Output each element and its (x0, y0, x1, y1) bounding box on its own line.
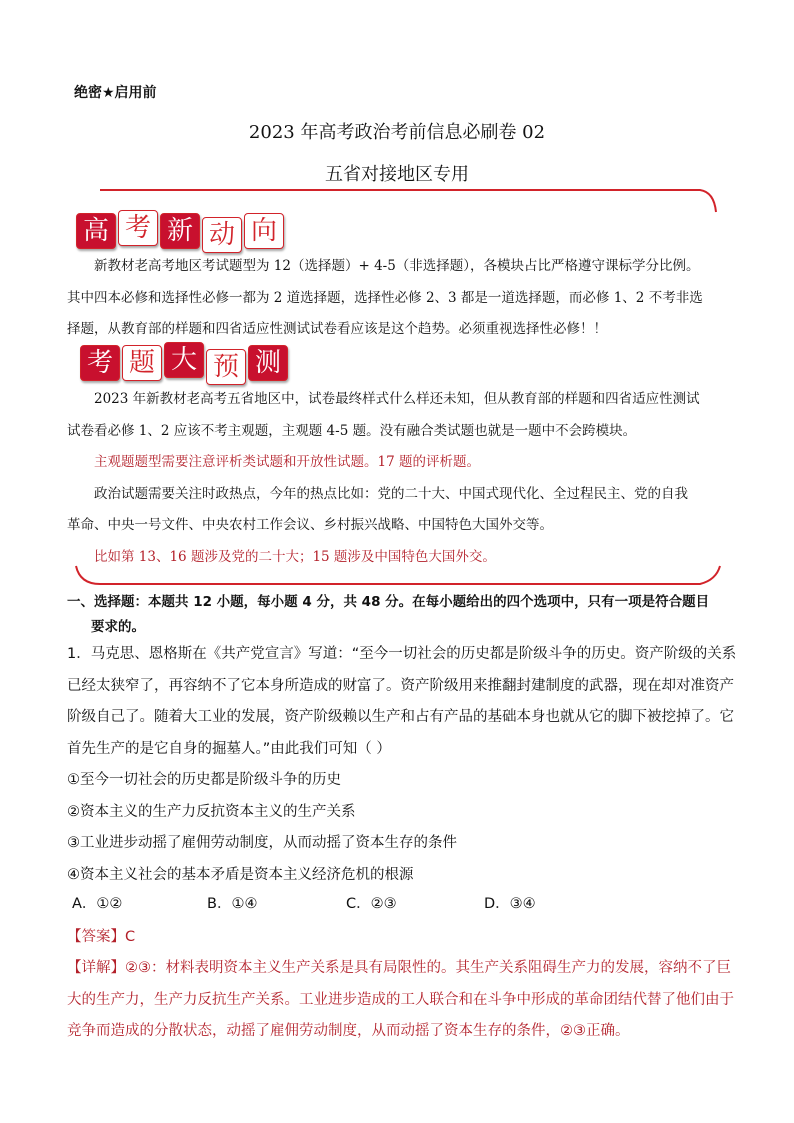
forecast-paragraph (67, 384, 727, 573)
highlight-line: 主观题题型需要注意评析类试题和开放性试题。17 题的评析题。 (94, 454, 480, 470)
option-d: D．③④ (484, 896, 536, 912)
text-line: 一、选择题：本题共 12 小题，每小题 4 分，共 48 分。在每小题给出的四个选项中，只有一项是符合题目 (67, 594, 710, 610)
banner-char: 考 (80, 345, 120, 381)
text-line: 竞争而造成的分散状态，动摇了雇佣劳动制度，从而动摇了资本生存的条件，②③正确。 (67, 1023, 630, 1039)
answer-label: 【答案】C (67, 929, 136, 945)
banner-char: 预 (206, 349, 246, 385)
banner-new-trends (76, 213, 284, 251)
banner-char: 高 (76, 213, 116, 249)
text-line: 试卷看必修 1、2 应该不考主观题，主观题 4-5 题。没有融合类试题也就是一题中不会跨模块。 (67, 422, 637, 439)
text-line: 阶级自己了。随着大工业的发展，资产阶级赖以生产和占有产品的基础本身也就从它的脚下被挖掉了。它 (67, 709, 734, 725)
text-line: 大的生产力，生产力反抗生产关系。工业进步造成的工人联合和在斗争中形成的革命团结代替了他们由于 (67, 991, 734, 1008)
text-line: 新教材老高考地区考试题型为 12（选择题）+ 4-5（非选择题），各模块占比严格遵守课标学分比例。 (94, 258, 700, 274)
page-title: 2023 年高考政治考前信息必刷卷 02 (248, 122, 546, 143)
text-line: 已经太狭窄了，再容纳不了它本身所造成的财富了。资产阶级用来推翻封建制度的武器，现在却对准资产 (67, 677, 734, 694)
banner-forecast (80, 345, 288, 383)
text-line: 其中四本必修和选择性必修一都为 2 道选择题，选择性必修 2、3 都是一道选择题，而必修 1、2 不考非选 (67, 289, 703, 306)
banner-char: 测 (248, 345, 288, 381)
banner-char: 新 (160, 213, 200, 249)
option-c: C．②③ (346, 896, 397, 912)
text-line: 首先生产的是它自身的掘墓人。”由此我们可知（ ） (67, 740, 391, 757)
option-a: A．①② (72, 896, 123, 912)
text-line: 2023 年新教材老高考五省地区中，试卷最终样式什么样还未知，但从教育部的样题和四省适应性测试 (94, 391, 700, 407)
explanation-label: 【详解】 (67, 960, 125, 976)
statement-3: ③工业进步动摇了雇佣劳动制度，从而动摇了资本生存的条件 (67, 835, 457, 851)
banner-char: 题 (122, 345, 162, 381)
new-trends-paragraph (67, 251, 727, 346)
text-line: 1．马克思、恩格斯在《共产党宣言》写道：“至今一切社会的历史都是阶级斗争的历史。资产阶级的关系 (67, 646, 737, 662)
banner-char: 向 (244, 213, 284, 249)
text-line: 革命、中央一号文件、中央农村工作会议、乡村振兴战略、中国特色大国外交等。 (67, 517, 553, 533)
text-line: 政治试题需要关注时政热点，今年的热点比如：党的二十大、中国式现代化、全过程民主、党的自我 (94, 485, 688, 502)
banner-char: 考 (118, 210, 158, 246)
text-line: ②③：材料表明资本主义生产关系是具有局限性的。其生产关系阻碍生产力的发展，容纳不了巨 (125, 960, 731, 976)
statement-2: ②资本主义的生产力反抗资本主义的生产关系 (67, 803, 356, 820)
confidential-label: 绝密★启用前 (74, 85, 157, 101)
banner-char: 动 (202, 217, 242, 253)
banner-char: 大 (164, 342, 204, 378)
option-b: B．①④ (207, 896, 258, 912)
question-1-stem (67, 639, 737, 891)
text-line: 择题，从教育部的样题和四省适应性测试试卷看应该是这个趋势。必须重视选择性必修！！ (67, 321, 607, 337)
text-line: 要求的。 (91, 619, 145, 635)
section-instructions (67, 590, 737, 640)
highlight-line: 比如第 13、16 题涉及党的二十大；15 题涉及中国特色大国外交。 (94, 548, 496, 565)
statement-4: ④资本主义社会的基本矛盾是资本主义经济危机的根源 (67, 866, 414, 883)
page-subtitle: 五省对接地区专用 (325, 164, 469, 185)
statement-1: ①至今一切社会的历史都是阶级斗争的历史 (67, 772, 341, 788)
explanation (67, 953, 737, 1048)
